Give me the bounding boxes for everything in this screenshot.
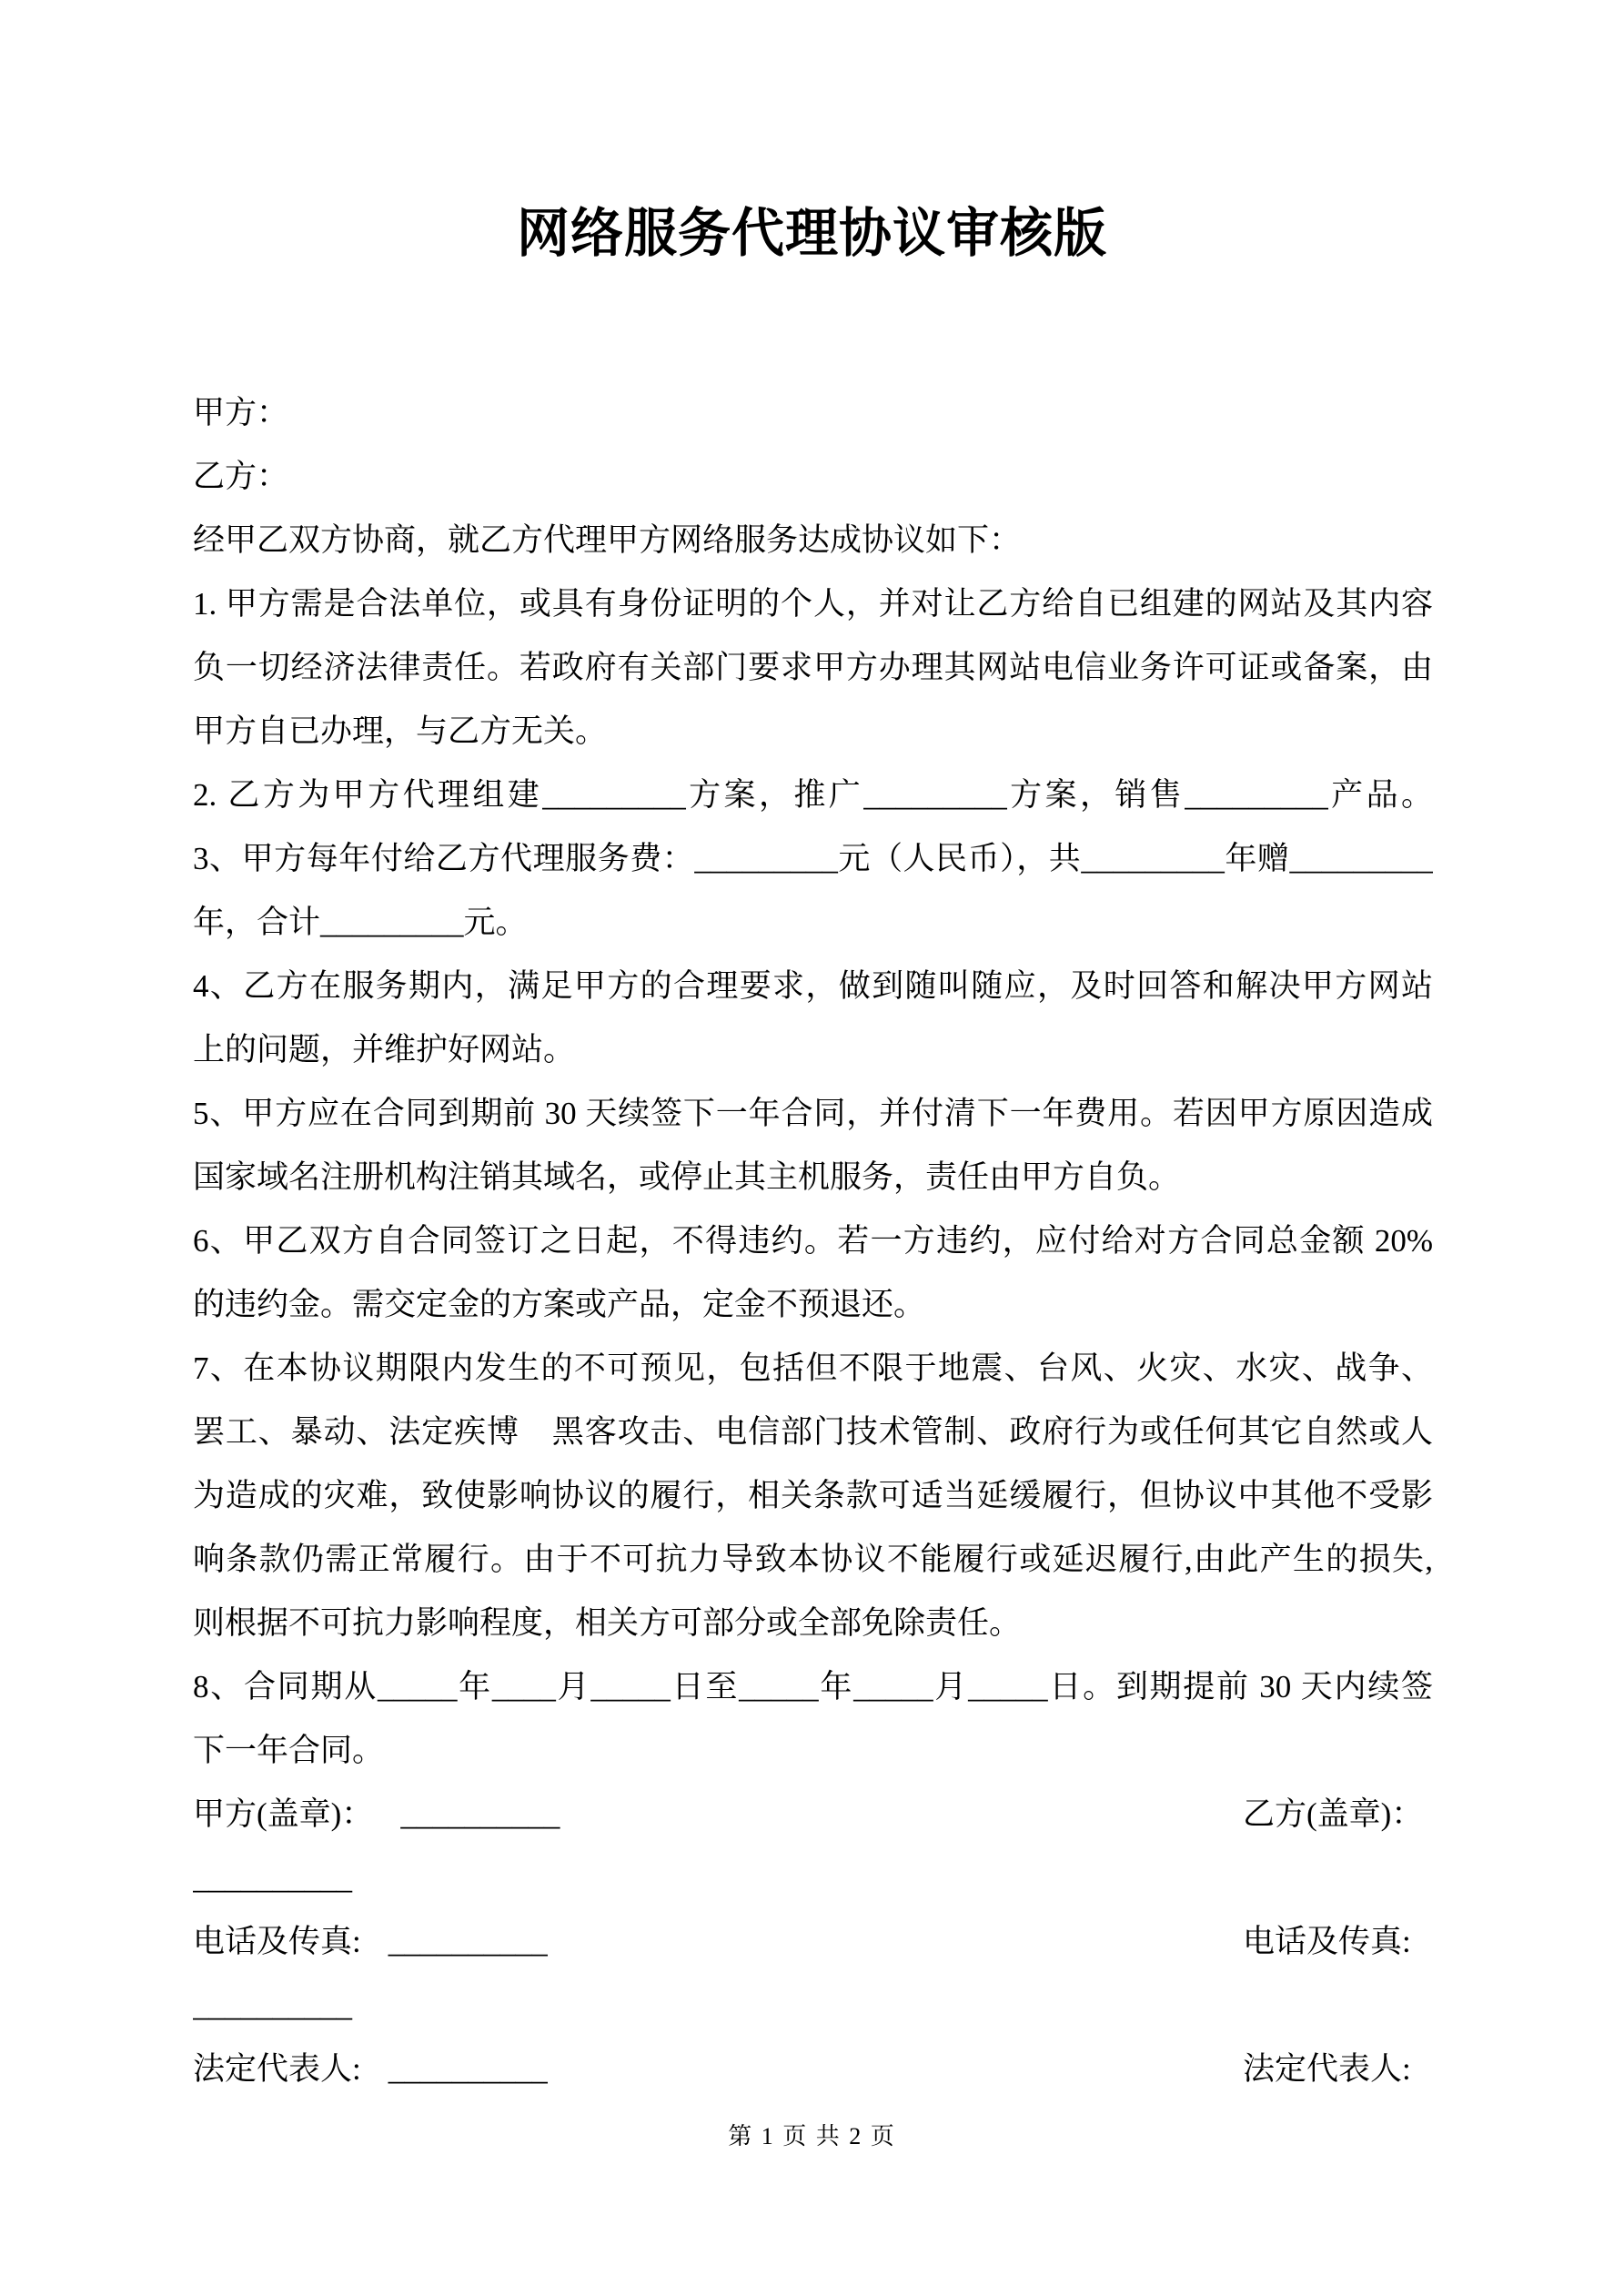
clause-7-line-1: 7、在本协议期限内发生的不可预见，包括但不限于地震、台风、火灾、水灾、战争、 [193,1350,1433,1386]
clause-8-line-1: 8、合同期从_____年____月_____日至_____年_____月_____日。到期提前 30 天内续签 [193,1669,1433,1704]
signature-row-legal-rep [193,2038,1433,2101]
party-b-phone-fax-label: 电话及传真: [1243,1924,1411,1959]
clause-5-line-2: 国家域名注册机构注销其域名，或停止其主机服务，责任由甲方自负。 [193,1159,1181,1195]
clause-2-line: 2. 乙方为甲方代理组建_________方案，推广_________方案，销售_________产品。 [193,777,1433,813]
party-b-seal-label: 乙方(盖章)： [1243,1796,1424,1832]
clause-7-line-4: 响条款仍需正常履行。由于不可抗力导致本协议不能履行或延迟履行,由此产生的损失, [193,1542,1433,1577]
clause-1-line-3: 甲方自已办理，与乙方无关。 [193,713,608,749]
document-title: 网络服务代理协议审核版 [516,204,1107,263]
clause-1-line-2: 负一切经济法律责任。若政府有关部门要求甲方办理其网站电信业务许可证或备案，由 [193,650,1433,685]
clause-6-line-1: 6、甲乙双方自合同签订之日起，不得违约。若一方违约，应付给对方合同总金额 20% [193,1223,1433,1259]
signature-row-extra-blank-2 [193,1974,1433,2038]
party-a-line: 甲方： [193,395,289,430]
clause-1-line-1: 1. 甲方需是合法单位，或具有身份证明的个人，并对让乙方给自已组建的网站及其内容 [193,586,1433,622]
party-b-legal-rep-label: 法定代表人: [1243,2051,1411,2087]
clause-7-line-5: 则根据不可抗力影响程度，相关方可部分或全部免除责任。 [193,1605,1022,1641]
party-a-legal-rep-blank[interactable]: __________ [388,2051,548,2087]
clause-4-line-2: 上的问题，并维护好网站。 [193,1032,576,1067]
clause-7-line-2: 罢工、暴动、法定疾博 黑客攻击、电信部门技术管制、政府行为或任何其它自然或人 [193,1414,1433,1450]
clause-4-line-1: 4、乙方在服务期内，满足甲方的合理要求，做到随叫随应，及时回答和解决甲方网站 [193,968,1433,1004]
clause-6-line-2: 的违约金。需交定金的方案或产品，定金不预退还。 [193,1287,926,1322]
clause-7-line-3: 为造成的灾难，致使影响协议的履行，相关条款可适当延缓履行，但协议中其他不受影 [193,1478,1433,1513]
clause-3-line-1: 3、甲方每年付给乙方代理服务费：_________元（人民币），共_________年赠_________ [193,841,1433,876]
preamble-line: 经甲乙双方协商，就乙方代理甲方网络服务达成协议如下： [193,522,1022,558]
party-b-line: 乙方： [193,459,289,494]
party-a-seal-label: 甲方(盖章)： [193,1796,374,1832]
signature-row-seal [193,1783,1433,1846]
party-a-seal-blank[interactable]: __________ [400,1796,560,1832]
signature-row-extra-blank-1 [193,1846,1433,1910]
clause-5-line-1: 5、甲方应在合同到期前 30 天续签下一年合同，并付清下一年费用。若因甲方原因造成 [193,1096,1433,1131]
party-a-phone-fax-label: 电话及传真: [193,1924,361,1959]
contract-body [193,381,1433,2101]
signature-row-phone-fax [193,1910,1433,1974]
party-a-phone-fax-blank[interactable]: __________ [388,1924,548,1959]
page-number-footer: 第 1 页 共 2 页 [728,2123,896,2149]
party-a-extra-blank-1[interactable]: __________ [193,1860,352,1896]
clause-8-line-2: 下一年合同。 [193,1733,385,1768]
clause-3-line-2: 年，合计_________元。 [193,905,528,940]
party-a-extra-blank-2[interactable]: __________ [193,1988,352,2023]
party-a-legal-rep-label: 法定代表人: [193,2051,361,2087]
